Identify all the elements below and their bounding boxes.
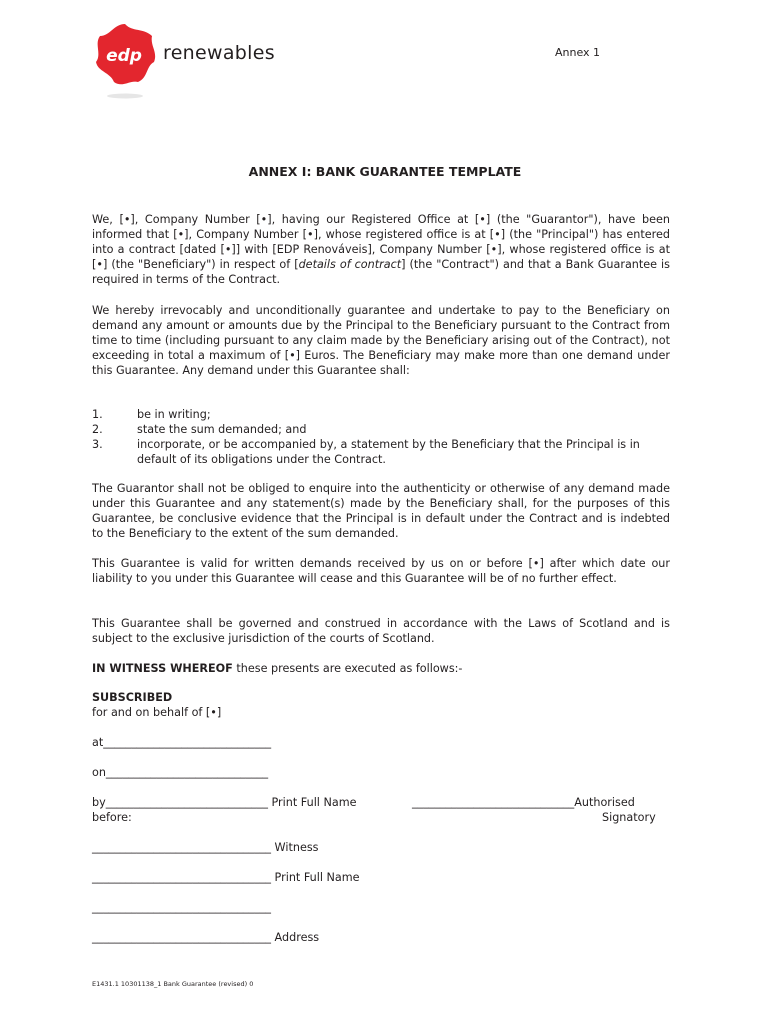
edp-renewables-logo bbox=[92, 22, 282, 104]
paragraph-parties bbox=[92, 212, 670, 287]
blank-line: ________________________________ bbox=[92, 901, 271, 914]
paragraph-parties-italic: details of contract bbox=[298, 258, 402, 271]
paragraph-undertaking: We hereby irrevocably and unconditionally guarantee and undertake to pay to the Beneficiary on demand any amount or amounts due by the Principal to the Beneficiary pursuant to the Contract from time to time (including pursuant to any claim made by the Beneficiary arising out of the Contract), not exceeding in total a maximum of [•] Euros. The Beneficiary may make more than one demand under this Guarantee. Any demand under this Guarantee shall: bbox=[92, 304, 670, 377]
paragraph-parties-tail: ] (the "Contract") and that a Bank Guarantee is required in terms of the Contract. bbox=[92, 258, 670, 286]
annex-label: Annex 1 bbox=[555, 46, 601, 59]
paragraph-validity: This Guarantee is valid for written demands received by us on or before [•] after which date our liability to you under this Guarantee will cease and this Guarantee will be of no further effect. bbox=[92, 557, 670, 585]
list-item-text: state the sum demanded; and bbox=[137, 423, 307, 436]
before-label: before: bbox=[92, 811, 132, 824]
authorised-line: _____________________________Authorised bbox=[412, 796, 635, 809]
signature-at-line: at______________________________ bbox=[92, 736, 272, 749]
paragraph-conclusive-evidence: The Guarantor shall not be obliged to enquire into the authenticity or otherwise of any demand made under this Guarantee and any statement(s) made by the Beneficiary shall, for the purposes of this Guarantee, be conclusive evidence that the Principal is in default under the Contract and is indebted to the Beneficiary to the extent of the sum demanded. bbox=[92, 482, 670, 540]
witness-clause-bold: IN WITNESS WHEREOF bbox=[92, 662, 233, 675]
logo-wordmark: renewables bbox=[163, 42, 275, 64]
signatory-label: Signatory bbox=[602, 811, 656, 824]
paragraph-governing-law: This Guarantee shall be governed and construed in accordance with the Laws of Scotland and is subject to the exclusive jurisdiction of the courts of Scotland. bbox=[92, 617, 670, 645]
document-footer: E1431.1 10301138_1 Bank Guarantee (revised) 0 bbox=[92, 980, 254, 988]
list-item-number: 3. bbox=[92, 438, 103, 451]
signature-by-line: by_____________________________ Print Full Name bbox=[92, 796, 357, 809]
address-line: ________________________________ Address bbox=[92, 931, 320, 944]
logo-mark-text: edp bbox=[106, 46, 142, 66]
demand-requirements-list bbox=[92, 407, 670, 467]
witness-clause-rest: these presents are executed as follows:- bbox=[232, 662, 463, 675]
witness-clause bbox=[92, 661, 670, 676]
paragraph-parties-lead: We, [•], Company Number [•], having our Registered Office at [•] (the "Guarantor"), have been informed that [•], Company Number [•], whose registered office is at [•] (the "Principal") has entered into a contract [dated [•]] with [EDP Renováveis], Company Number [•], whose registered office is at [•] (the "Beneficiary") in respect of [ bbox=[92, 213, 670, 271]
list-item bbox=[92, 422, 670, 437]
page-title: ANNEX I: BANK GUARANTEE TEMPLATE bbox=[248, 164, 522, 179]
print-full-name-line: ________________________________ Print Full Name bbox=[92, 871, 360, 884]
edp-logo-mark bbox=[92, 22, 158, 100]
list-item-text: be in writing; bbox=[137, 408, 211, 421]
witness-line: ________________________________ Witness bbox=[92, 841, 319, 854]
subscribed-label: SUBSCRIBED bbox=[92, 691, 173, 704]
signature-on-line: on_____________________________ bbox=[92, 766, 269, 779]
list-item-number: 1. bbox=[92, 408, 103, 421]
on-behalf-of: for and on behalf of [•] bbox=[92, 706, 222, 719]
list-item bbox=[92, 407, 670, 422]
list-item-number: 2. bbox=[92, 423, 103, 436]
list-item-text: incorporate, or be accompanied by, a statement by the Beneficiary that the Principal is in default of its obligations under the Contract. bbox=[137, 438, 640, 466]
list-item bbox=[92, 437, 670, 467]
